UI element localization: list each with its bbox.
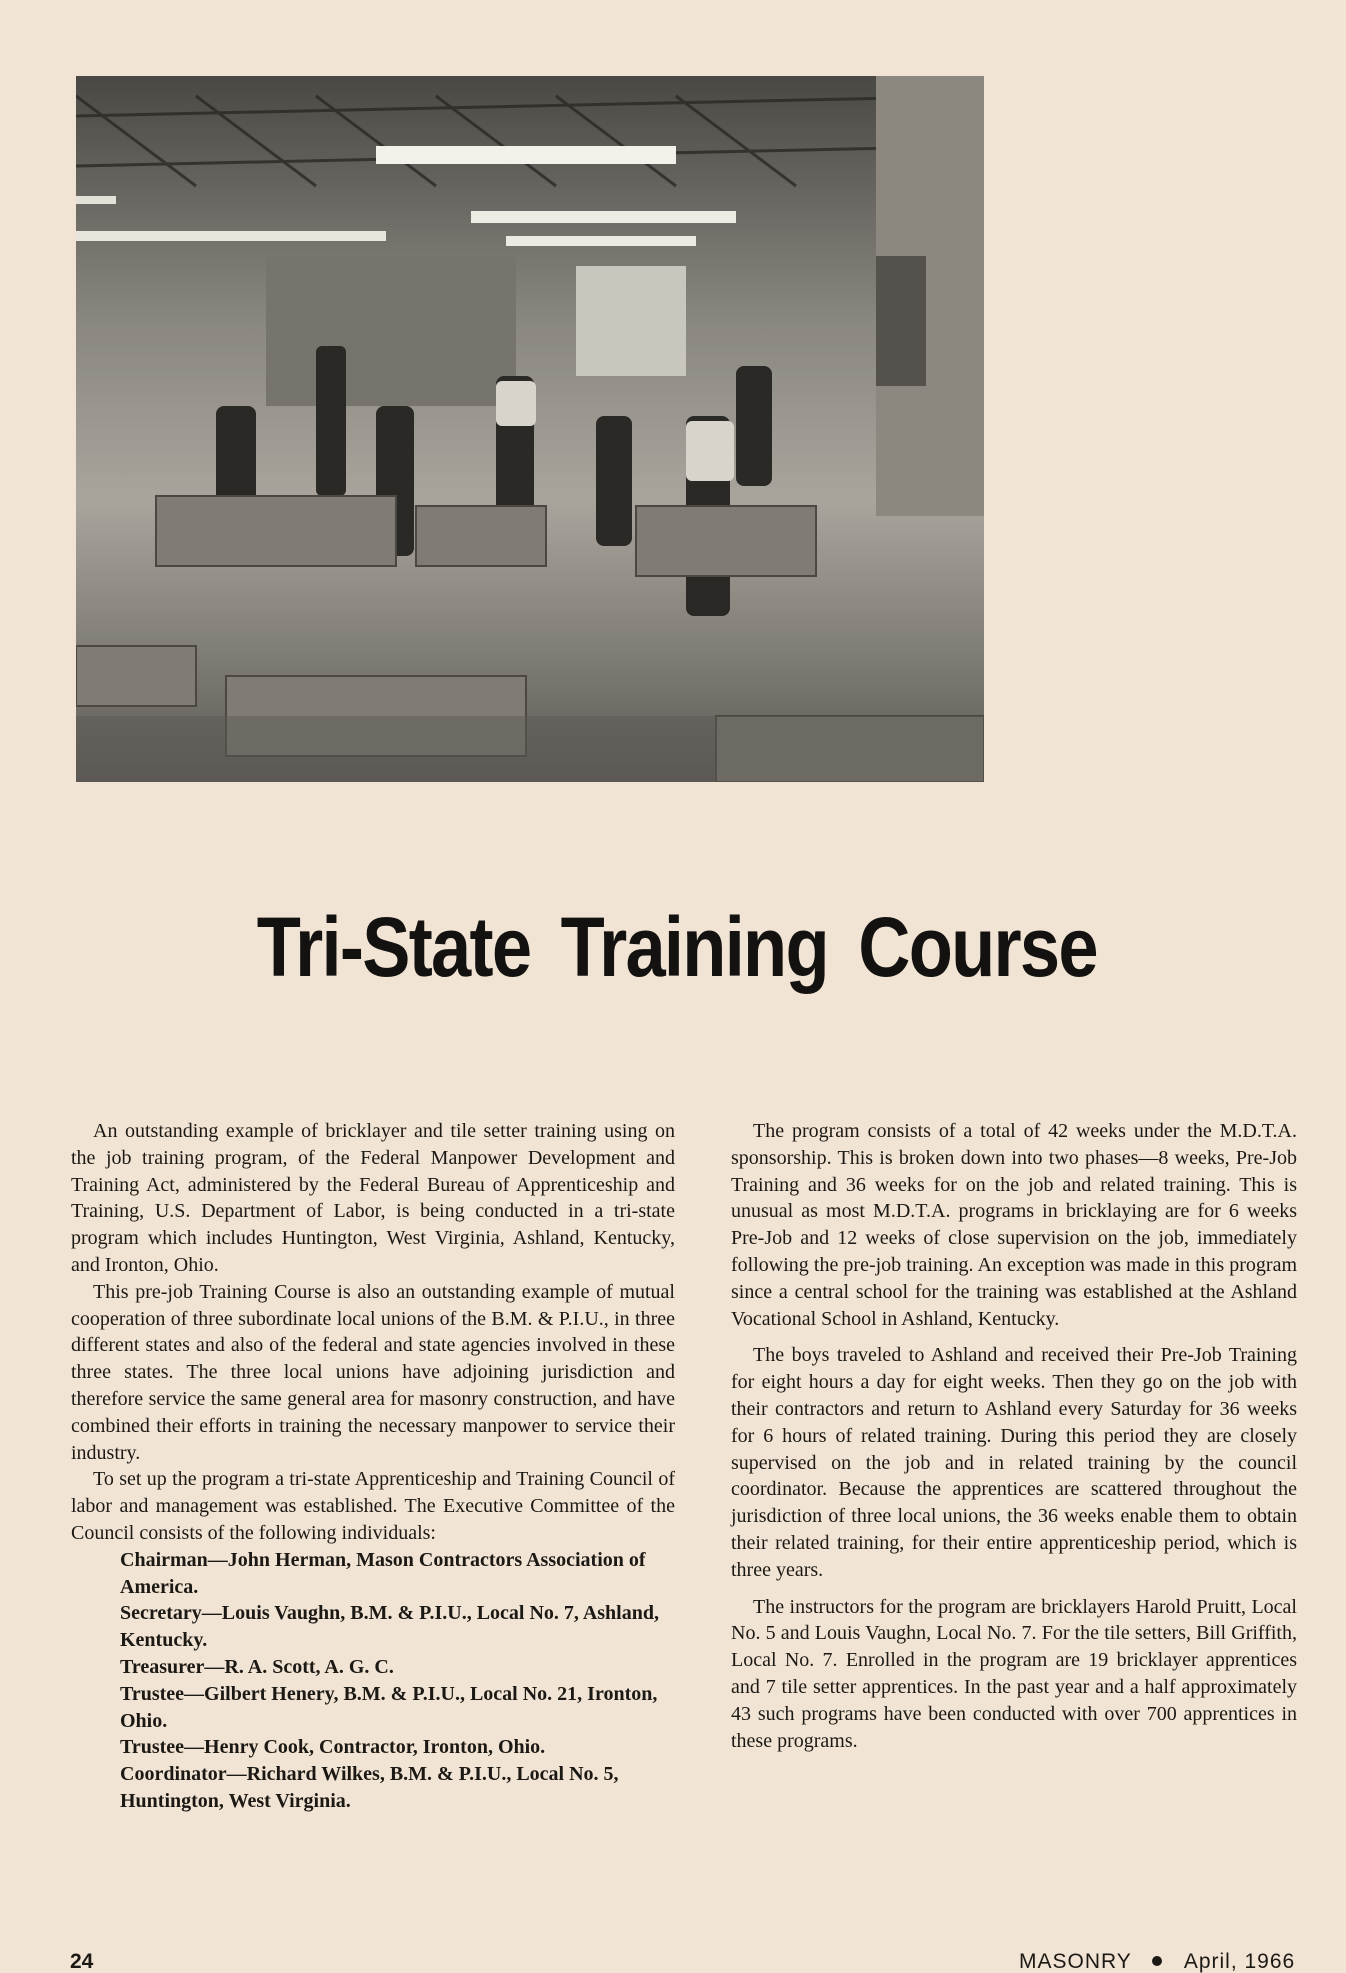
paragraph: This pre-job Training Course is also an outstanding example of mutual cooperation of three subordinate local unions of the B.M. & P.I.U., in three different states and also of the federal and state agencies involved in these three states. The three local unions have adjoining jurisdiction and therefore service the same general area for masonry construction, and have combined their efforts in training the necessary manpower to service their industry. — [71, 1280, 675, 1464]
workshop-photo — [76, 76, 984, 782]
committee-member: Trustee—Gilbert Henery, B.M. & P.I.U., Local No. 21, Ironton, Ohio. — [120, 1682, 658, 1732]
footer-masthead — [1019, 1951, 1295, 1972]
paragraph: The program consists of a total of 42 weeks under the M.D.T.A. sponsorship. This is broken down into two phases—8 weeks, Pre-Job Training and 36 weeks for on the job and related training. This is unusual as most M.D.T.A. programs in bricklaying are for 6 weeks Pre-Job and 12 weeks of close supervision on the job, immediately following the pre-job training. An exception was made in this program since a central school for the training was established at the Ashland Vocational School in Ashland, Kentucky. — [731, 1120, 1297, 1330]
page-number: 24 — [70, 1950, 94, 1973]
workshop-photo-image — [76, 76, 984, 782]
committee-list — [71, 1547, 675, 1815]
left-column — [71, 1118, 675, 1815]
paragraph: To set up the program a tri-state Apprenticeship and Training Council of labor and management was established. The Executive Committee of the Council consists of the following individuals: — [71, 1468, 675, 1544]
paragraph: The boys traveled to Ashland and received their Pre-Job Training for eight hours a day for eight weeks. Then they go on the job with their contractors and return to Ashland every Saturday for 36 weeks for 6 hours of related training. During this period they are closely supervised on the job and in related training by the council coordinator. Because the apprentices are scattered throughout the jurisdiction of three local unions, the 36 weeks enable them to obtain their related training, for their entire apprenticeship period, which is three years. — [731, 1344, 1297, 1581]
right-column — [731, 1118, 1297, 1754]
committee-member: Chairman—John Herman, Mason Contractors Association of America. — [120, 1548, 646, 1598]
issue-date: April, 1966 — [1183, 1950, 1296, 1973]
paragraph: The instructors for the program are bricklayers Harold Pruitt, Local No. 5 and Louis Vaughn, Local No. 7. For the tile setters, Bill Griffith, Local No. 7. Enrolled in the program are 19 bricklayer apprentices and 7 tile setter apprentices. In the past year and a half approximately 43 such programs have been conducted with over 700 apprentices in these programs. — [731, 1595, 1297, 1752]
committee-member: Trustee—Henry Cook, Contractor, Ironton, Ohio. — [120, 1736, 546, 1759]
magazine-name: MASONRY — [1019, 1950, 1132, 1973]
committee-member: Secretary—Louis Vaughn, B.M. & P.I.U., Local No. 7, Ashland, Kentucky. — [120, 1602, 659, 1652]
article-title: Tri-State Training Course — [256, 900, 1097, 994]
committee-member: Coordinator—Richard Wilkes, B.M. & P.I.U., Local No. 5, Huntington, West Virginia. — [120, 1763, 619, 1812]
committee-member: Treasurer—R. A. Scott, A. G. C. — [120, 1655, 394, 1678]
paragraph: An outstanding example of bricklayer and tile setter training using on the job training program, of the Federal Manpower Development and Training Act, administered by the Federal Bureau of Apprenticeship and Training, U.S. Department of Labor, is being conducted in a tri-state program which includes Huntington, West Virginia, Ashland, Kentucky, and Ironton, Ohio. — [71, 1120, 675, 1276]
bullet-icon — [1152, 1956, 1162, 1966]
